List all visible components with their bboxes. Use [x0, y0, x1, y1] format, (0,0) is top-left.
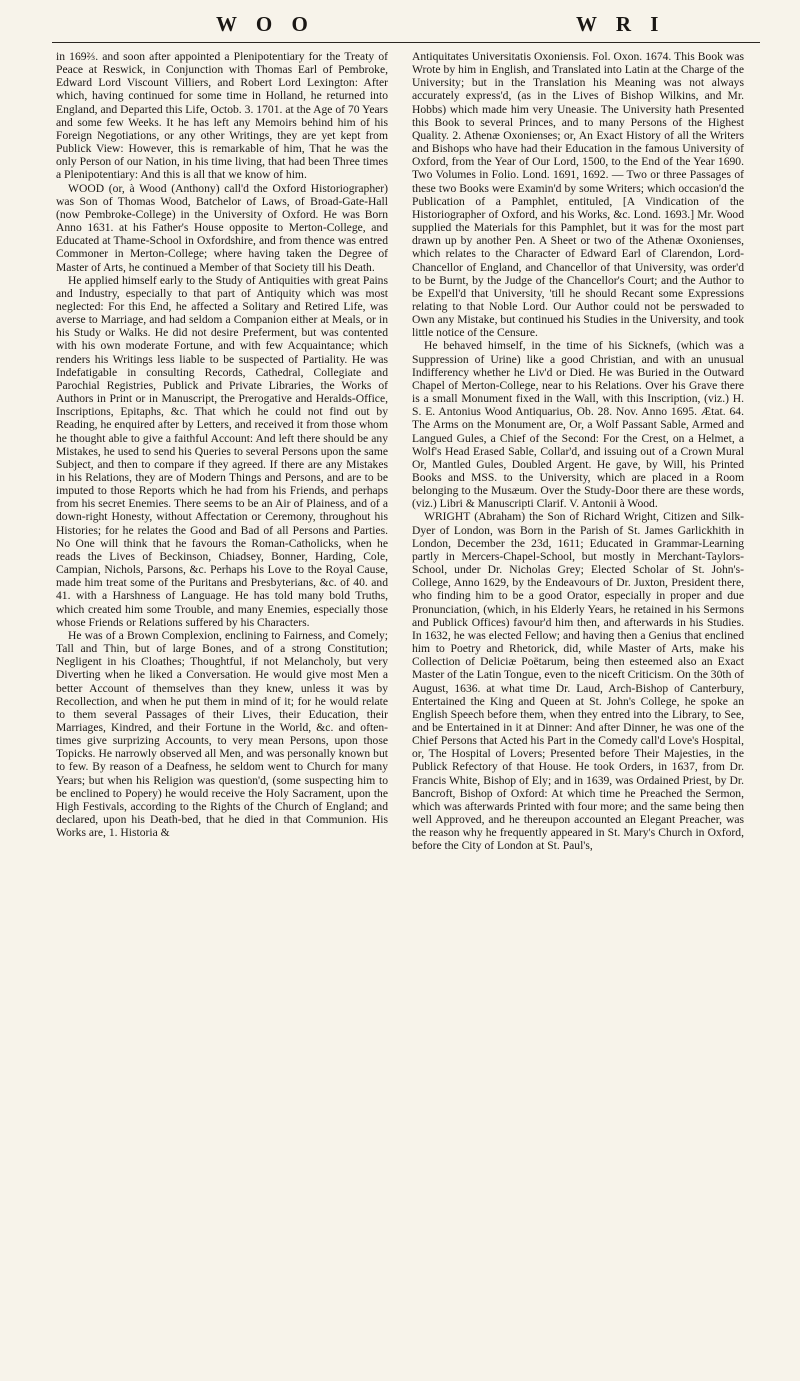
paragraph-villiers-end: in 169⅔. and soon after appointed a Plenipotentiary for the Treaty of Peace at Reswick, in Conjunction with Thomas Earl of Pembroke, Edward Lord Viscount Villiers, and Robert Lord Lexington: After which, having continued for some time in Holland, he returned into England, and Departed this Life, Octob. 3. 1701. at the Age of 70 Years and some few Weeks. It he has left any Memoirs behind him of his Foreign Negotiations, or any other Writings, they are yet kept from Publick View: However, this is remarkable of him, That he was the only Person of our Nation, in his time living, that had been Three times a Plenipotentiary: And this is all that we know of him.: [56, 50, 388, 182]
running-head-left: W O O: [216, 12, 315, 36]
left-column: [56, 50, 388, 1360]
running-head: [46, 12, 760, 40]
right-column: [412, 50, 744, 1360]
paragraph-wood-studies: He applied himself early to the Study of Antiquities with great Pains and Industry, especially to that part of Antiquity which was most neglected: For this End, he affected a Solitary and Retired Life, was averse to Marriage, and had seldom a Companion either at Meals, or in his Study or Walks. He did not desire Preferment, but was contented with his own moderate Fortune, and with few Acquaintance; which renders his Writings less liable to be suspected of Partiality. He was Indefatigable in consulting Records, Cathedral, Collegiate and Parochial Registries, Publick and Private Libraries, the Works of Authors in Print or in Manuscript, the Prerogative and Heralds-Office, Inscriptions, Epitaphs, &c. That which he could not find out by Reading, he enquired after by Letters, and received it from those whom he thought able to give a faithful Account: And left there should be any Mistakes, he used to send his Queries to several Persons upon the same Subject, and then to compare if they agreed. If there are any Mistakes in his Relations, they are of Modern Things and Persons, and are to be imputed to those Reports which he had from his Friends, and perhaps from his secret Enemies. There seems to be an Air of Plainess, and of a down-right Honesty, without Affectation or Ceremony, throughout his Histories; for he relates the Good and Bad of all Persons and Parties. No One will think that he favours the Roman-Catholicks, when he reads the Lives of Beckinson, Chiadsey, Bonner, Harding, Cole, Campian, Nichols, Parsons, &c. Perhaps his Love to the Royal Cause, made him treat some of the Puritans and Presbyterians, &c. of 40. and 41. with a Harshness of Language. He has told many bold Truths, which created him some Trouble, and many Enemies, especially those whose Friends or Relations suffered by his Characters.: [56, 273, 388, 629]
entry-wright: WRIGHT (Abraham) the Son of Richard Wright, Citizen and Silk-Dyer of London, was Born in the Parish of St. James Garlickhith in London, December the 23d, 1611; Educated in Grammar-Learning partly in Mercers-Chapel-School, but mostly in Merchant-Taylors-School, under Dr. Nicholas Grey; Elected Scholar of St. John's-College, Anno 1629, by the Endeavours of Dr. Juxton, President there, who finding him to be a good Orator, especially in proper and due Pronunciation, (which, in his Elderly Years, he retained in his Sermons and Publick Offices) favour'd him then, and afterwards in his Studies. In 1632, he was elected Fellow; and having then a Genius that enclined him to Poetry and Rhetorick, did, while Master of Arts, make his Collection of Deliciæ Poëtarum, being then esteemed also an Exact Master of the Latin Tongue, even to the niceft Criticism. On the 30th of August, 1636. at what time Dr. Laud, Arch-Bishop of Canterbury, Entertained the King and Queen at St. John's College, he spoke an English Speech before them, when they entred into the Library, to See, and be Entertained in it at Dinner: And after Dinner, he was one of the Chief Persons that Acted his Part in the Comedy call'd Love's Hospital, or, The Hospital of Lovers; Presented before Their Majesties, in the Publick Refectory of that House. He took Orders, in 1637, from Dr. Francis White, Bishop of Ely; and in 1639, was Ordained Priest, by Dr. Bancroft, Bishop of Oxford: At which time he Preached the Sermon, which was afterwards Printed with four more; and the same being then well Approved, and he thereupon accounted an Elegant Preacher, was the reason why he frequently appeared in St. Mary's Church in Oxford, before the City of London at St. Paul's,: [412, 510, 744, 853]
entry-wood: WOOD (or, à Wood (Anthony) call'd the Oxford Historiographer) was Son of Thomas Wood, Batchelor of Laws, of Broad-Gate-Hall (now Pembroke-College) in the University of Oxford. He was Born Anno 1631. at his Father's House opposite to Merton-College, and Educated at Thame-School in Oxfordshire, and from thence was entred Commoner in Merton-College; where having taken the Degree of Master of Arts, he continued a Member of that Society till his Death.: [56, 181, 388, 274]
paragraph-wood-character: He was of a Brown Complexion, enclining to Fairness, and Comely; Tall and Thin, but of large Bones, and of a strong Constitution; Negligent in his Cloathes; Thoughtful, if not Melancholy, but very Diverting when he liked a Conversation. He would give most Men a better Account of themselves than they knew, unless it was by Recollection, and when he put them in mind of it; for he would relate to them several Passages of their Lives, their Education, their Marriages, Kindred, and their Fortune in the World, &c. and often-times give surprizing Accounts, to very mean Persons, upon those Topicks. He narrowly observed all Men, and was personally known but to few. By reason of a Deafness, he seldom went to Church for many Years; but when his Religion was question'd, (some suspecting him to be enclined to Popery) he would receive the Holy Sacrament, upon the High Festivals, according to the Rights of the Church of England; and declared, upon his Death-bed, that he died in that Communion. His Works are, 1. Historia &: [56, 628, 388, 840]
paragraph-wood-works: Antiquitates Universitatis Oxoniensis. Fol. Oxon. 1674. This Book was Wrote by him in English, and Translated into Latin at the Charge of the University; but in the Translation his Meaning was not always accurately express'd, (as in the Lives of Bishop Wilkins, and Mr. Hobbs) which made him very Uneasie. The University hath Presented this Book to several Princes, and to many Persons of the Highest Quality. 2. Athenæ Oxonienses; or, An Exact History of all the Writers and Bishops who have had their Education in the famous University of Oxford, from the Year of Our Lord, 1500, to the End of the Year 1690. Two Volumes in Folio. Lond. 1691, 1692. — Two or three Passages of these two Books were Examin'd by some Writers; which occasion'd the Publication of a Pamphlet, entituled, [A Vindication of the Historiographer of Oxford, and his Works, &c. Lond. 1693.] Mr. Wood supplied the Materials for this Pamphlet, but it was for the most part drawn up by another Pen. A Sheet or two of the Athenæ Oxonienses, which relates to the Character of Edward Earl of Clarendon, Lord-Chancellor of England, and Chancellor of that University, was order'd to be Burnt, by the Judge of the Chancellor's Court; and the Author to be Expell'd that University, 'till he should Recant some Expressions relating to that Noble Lord. Our Author could not be perswaded to Own any Mistake, but continued his Studies in the University, and took little notice of the Censure.: [412, 50, 744, 340]
header-rule: [52, 42, 760, 43]
paragraph-wood-death: He behaved himself, in the time of his Sicknefs, (which was a Suppression of Urine) like a good Christian, and with an unusual Indifferency whether he Liv'd or Died. He was Buried in the Outward Chapel of Merton-College, near to his Relations. Over his Grave there is a small Monument fixed in the Wall, with this Inscription, (viz.) H. S. E. Antonius Wood Antiquarius, Ob. 28. Nov. Anno 1695. Ætat. 64. The Arms on the Monument are, Or, a Wolf Passant Sable, Armed and Langued Gules, a Chief of the Second: For the Crest, on a Helmet, a Wolf's Head Erased Sable, Collar'd, and issuing out of a Crown Mural Or, Mantled Gules, Doubled Argent. He gave, by Will, his Printed Books and MSS. to the University, which are placed in a Room belonging to the Musæum. Over the Study-Door there are these words, (viz.) Libri & Manuscripti Clarif. V. Antonii à Wood.: [412, 339, 744, 511]
running-head-right: W R I: [576, 12, 666, 36]
